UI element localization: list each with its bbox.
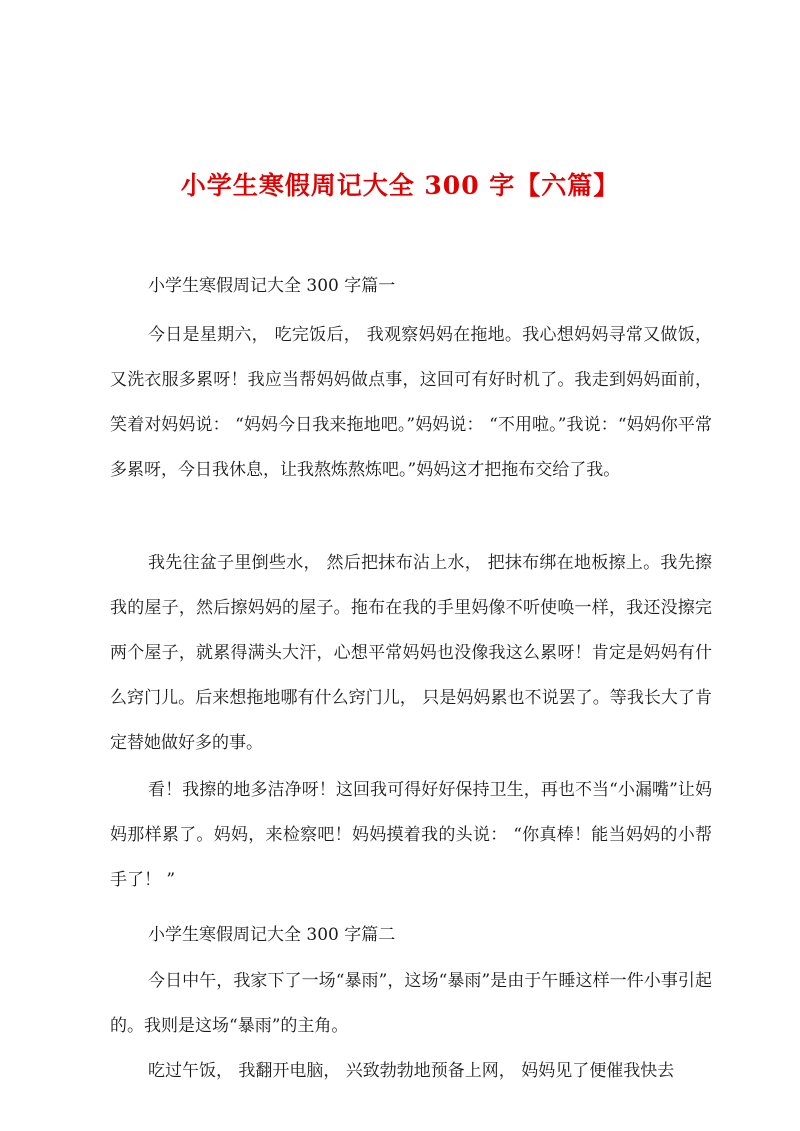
document-title: 小学生寒假周记大全 300 字【六篇】 <box>180 171 620 200</box>
paragraph-3: 看！我擦的地多洁净呀！这回我可得好好保持卫生，再也不当“小漏嘴”让妈妈那样累了。妈妈，来检察吧！妈妈摸着我的头说： “你真棒！能当妈妈的小帮手了！ ” <box>110 780 712 890</box>
paragraph-5: 吃过午饭， 我翻开电脑， 兴致勃勃地预备上网， 妈妈见了便催我快去 <box>148 1061 675 1081</box>
paragraph-2: 我先往盆子里倒些水， 然后把抹布沾上水， 把抹布绑在地板擦上。我先擦我的屋子，然后擦妈妈的屋子。拖布在我的手里妈像不听使唤一样，我还没擦完两个屋子，就累得满头大汗，心想平常妈妈也没像我这么累呀！肯定是妈妈有什么窍门儿。后来想拖地哪有什么窍门儿， 只是妈妈累也不说罢了。等我长大了肯定替她做好多的事。 <box>110 553 712 753</box>
section-heading-1: 小学生寒假周记大全 300 字篇一 <box>148 276 396 296</box>
paragraph-1: 今日是星期六， 吃完饭后， 我观察妈妈在拖地。我心想妈妈寻常又做饭，又洗衣服多累呀！我应当帮妈妈做点事，这回可有好时机了。我走到妈妈面前，笑着对妈妈说： “妈妈今日我来拖地吧。”妈妈说： “不用啦。”我说：“妈妈你平常多累呀，今日我休息，让我熬炼熬炼吧。”妈妈这才把拖布交给了我。 <box>110 325 712 480</box>
section-heading-2: 小学生寒假周记大全 300 字篇二 <box>148 925 396 945</box>
paragraph-4: 今日中午，我家下了一场“暴雨”，这场“暴雨”是由于午睡这样一件小事引起的。我则是这场“暴雨”的主角。 <box>110 971 712 1036</box>
